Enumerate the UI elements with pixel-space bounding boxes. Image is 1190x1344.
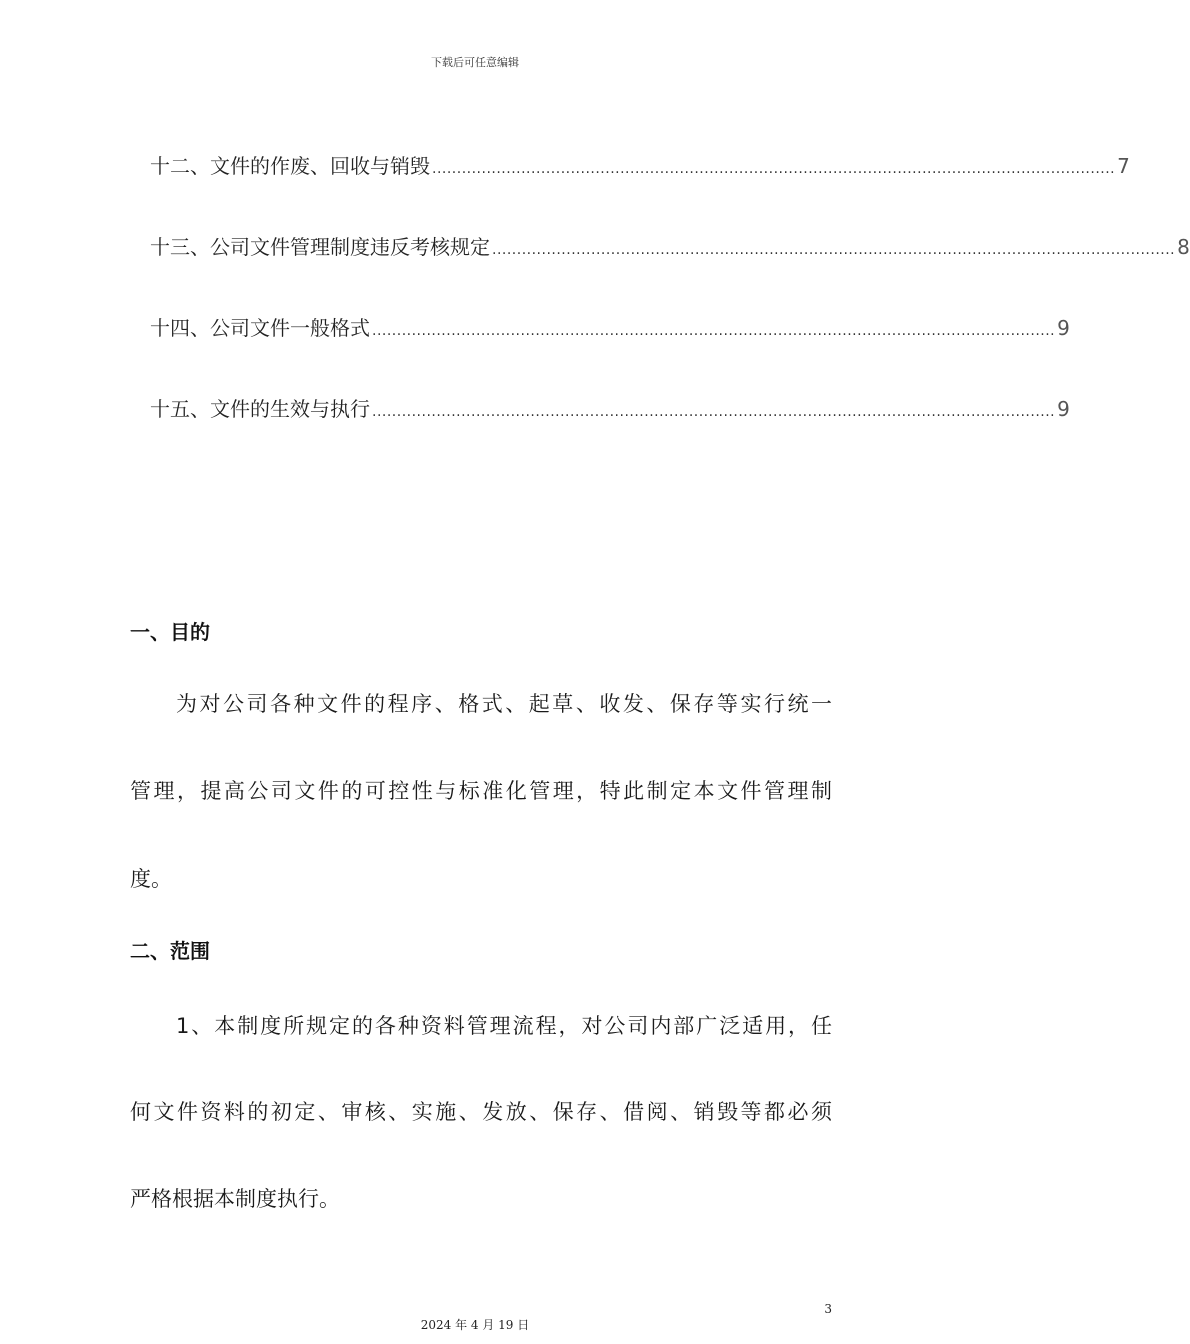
toc-entry-page: 8 xyxy=(1177,235,1190,259)
toc-entry-title: 十五、文件的生效与执行 xyxy=(150,397,370,421)
section-heading-scope: 二、范围 xyxy=(130,939,210,963)
paragraph-line: 何文件资料的初定、审核、实施、发放、保存、借阅、销毁等都必须 xyxy=(130,1100,832,1124)
toc-entry-title: 十四、公司文件一般格式 xyxy=(150,316,370,340)
table-of-contents xyxy=(150,150,1190,474)
paragraph-line: 为对公司各种文件的程序、格式、起草、收发、保存等实行统一 xyxy=(176,692,832,716)
toc-leader-dots: .......................................................................................................................................... xyxy=(492,242,1176,258)
page-header-note: 下载后可任意编辑 xyxy=(431,56,519,69)
toc-entry-title: 十三、公司文件管理制度违反考核规定 xyxy=(150,235,490,259)
paragraph-line: 度。 xyxy=(130,867,172,891)
toc-leader-dots: .......................................................................................................................................... xyxy=(432,161,1116,177)
toc-entry[interactable] xyxy=(150,393,1070,474)
footer-date: 2024 年 4 月 19 日 xyxy=(420,1318,530,1332)
paragraph-line: 1、本制度所规定的各种资料管理流程，对公司内部广泛适用，任 xyxy=(176,1014,832,1038)
toc-entry-page: 7 xyxy=(1117,154,1130,178)
paragraph-line: 管理，提高公司文件的可控性与标准化管理，特此制定本文件管理制 xyxy=(130,779,832,803)
toc-entry[interactable] xyxy=(150,312,1070,393)
toc-entry[interactable] xyxy=(150,150,1130,231)
toc-entry[interactable] xyxy=(150,231,1190,312)
toc-leader-dots: .......................................................................................................................................... xyxy=(372,404,1056,420)
page-number: 3 xyxy=(824,1302,832,1316)
toc-entry-page: 9 xyxy=(1057,316,1070,340)
toc-entry-title: 十二、文件的作废、回收与销毁 xyxy=(150,154,430,178)
paragraph-line: 严格根据本制度执行。 xyxy=(130,1187,340,1211)
section-heading-purpose: 一、目的 xyxy=(130,620,210,644)
toc-leader-dots: .......................................................................................................................................... xyxy=(372,323,1056,339)
toc-entry-page: 9 xyxy=(1057,397,1070,421)
